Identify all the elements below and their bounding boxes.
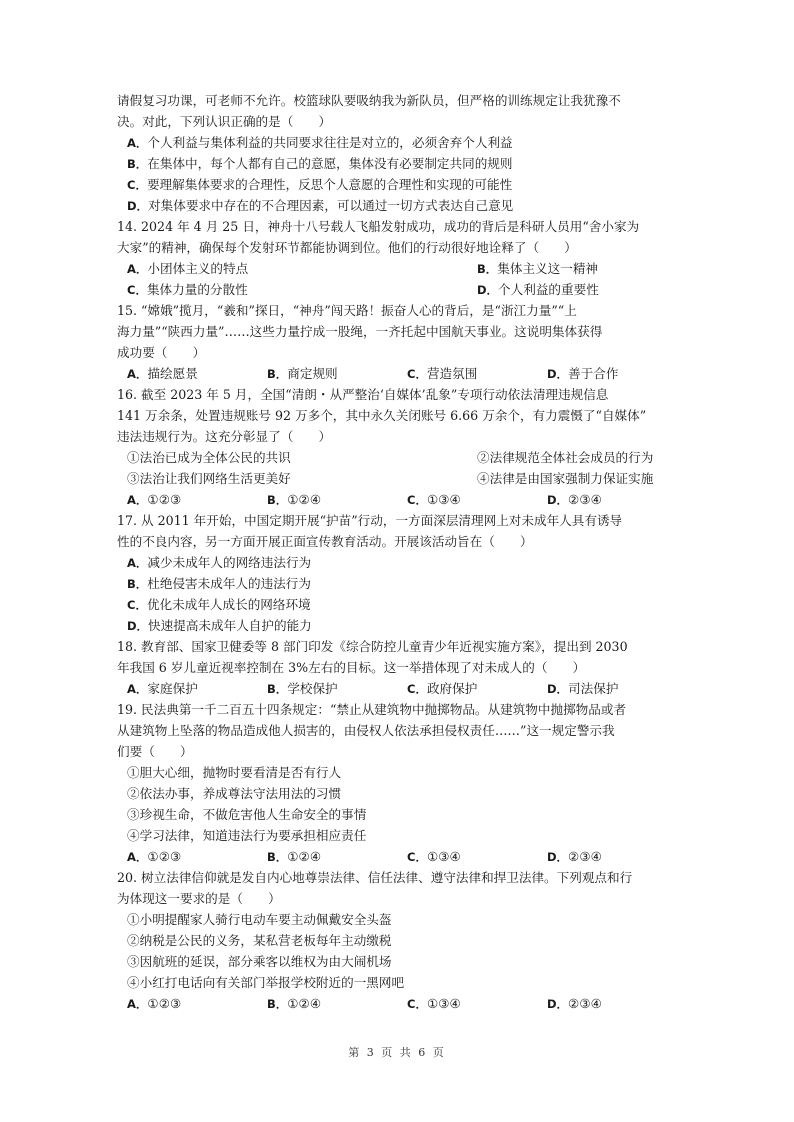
option-label: D． xyxy=(547,997,569,1011)
option-label: D． xyxy=(547,367,569,381)
question-13 xyxy=(117,90,677,216)
option-label: D． xyxy=(477,283,499,297)
options-row xyxy=(117,363,677,384)
option-text: 集体主义这一精神 xyxy=(497,261,599,276)
option-c xyxy=(117,174,677,195)
option-c xyxy=(407,363,547,384)
option-c xyxy=(117,594,677,615)
option-d xyxy=(547,489,602,510)
option-label: D． xyxy=(547,493,569,507)
question-stem-line: 18. 教育部、国家卫健委等 8 部门印发《综合防控儿童青少年近视实施方案》，提出到 2030 xyxy=(117,639,628,654)
option-text: ①②④ xyxy=(287,849,322,864)
option-text: ②③④ xyxy=(568,996,602,1011)
question-stem-line: 19. 民法典第一千二百五十四条规定：“禁止从建筑物中抛掷物品。从建筑物中抛掷物品或者 xyxy=(117,702,627,717)
option-d xyxy=(547,846,602,867)
option-c xyxy=(407,846,547,867)
option-text: ②③④ xyxy=(568,849,602,864)
option-label: B． xyxy=(127,157,148,171)
option-label: D． xyxy=(127,199,149,213)
option-label: B． xyxy=(127,577,148,591)
option-text: 政府保护 xyxy=(426,681,478,696)
question-stem-line: 海力量”“陕西力量”……这些力量拧成一股绳，一齐托起中国航天事业。这说明集体获得 xyxy=(117,324,603,339)
option-b xyxy=(117,153,677,174)
question-stem-line: 决。对此，下列认识正确的是（ ） xyxy=(117,114,332,129)
option-c xyxy=(407,489,547,510)
option-label: D． xyxy=(127,619,149,633)
option-label: B． xyxy=(267,850,288,864)
option-text: 优化未成年人成长的网络环境 xyxy=(146,597,311,612)
option-text: ①②④ xyxy=(287,996,322,1011)
option-c xyxy=(407,678,547,699)
question-stem-line: 15. “嫦娥”揽月，“羲和”探日，“神舟”闯天路！振奋人心的背后，是“浙江力量”“上 xyxy=(117,303,577,318)
option-a xyxy=(127,846,267,867)
statement-3: ③因航班的延误，部分乘客以维权为由大闹机场 xyxy=(127,954,392,969)
option-text: ①③④ xyxy=(426,492,461,507)
option-b xyxy=(477,258,598,279)
option-a xyxy=(117,132,677,153)
option-label: A． xyxy=(127,556,148,570)
option-label: C． xyxy=(407,997,427,1011)
statement-2: ②法律规范全体社会成员的行为 xyxy=(477,450,654,465)
options-row xyxy=(117,489,677,510)
statement-1: ①胆大心细，抛物时要看清是否有行人 xyxy=(127,765,342,780)
options-row xyxy=(117,993,677,1014)
question-18 xyxy=(117,636,677,699)
option-text: 减少未成年人的网络违法行为 xyxy=(147,555,312,570)
option-label: B． xyxy=(267,493,288,507)
option-label: C． xyxy=(127,283,147,297)
option-d xyxy=(117,195,677,216)
question-stem-line: 20. 树立法律信仰就是发自内心地尊崇法律、信任法律、遵守法律和捍卫法律。下列观点和行 xyxy=(117,870,633,885)
option-a xyxy=(127,489,267,510)
statement-1: ①法治已成为全体公民的共识 xyxy=(127,450,291,465)
option-label: C． xyxy=(407,850,427,864)
option-text: 在集体中，每个人都有自己的意愿，集体没有必要制定共同的规则 xyxy=(147,156,513,171)
statement-3: ③珍视生命，不做危害他人生命安全的事情 xyxy=(127,807,367,822)
question-17 xyxy=(117,510,677,636)
option-text: 杜绝侵害未成年人的违法行为 xyxy=(147,576,311,591)
statements-row xyxy=(117,447,677,468)
option-d xyxy=(547,993,602,1014)
option-label: A． xyxy=(127,367,148,381)
option-d xyxy=(547,363,618,384)
question-stem-line: 大家”的精神，确保每个发射环节都能协调到位。他们的行动很好地诠释了（ ） xyxy=(117,240,577,255)
option-label: C． xyxy=(407,493,427,507)
question-stem-line: 141 万余条，处置违规账号 92 万多个，其中永久关闭账号 6.66 万余个，有力震慑了“自媒体” xyxy=(117,408,647,423)
options-row xyxy=(117,846,677,867)
option-text: 家庭保护 xyxy=(147,681,198,696)
statement-4: ④小红打电话向有关部门举报学校附近的一黑网吧 xyxy=(127,975,405,990)
question-stem-line: 们要（ ） xyxy=(117,744,193,759)
option-text: ①②③ xyxy=(147,849,182,864)
option-text: 善于合作 xyxy=(568,366,619,381)
option-text: ①③④ xyxy=(426,996,461,1011)
option-b xyxy=(267,846,407,867)
option-text: ①②③ xyxy=(147,492,182,507)
statement-3: ③法治让我们网络生活更美好 xyxy=(127,471,291,486)
option-label: A． xyxy=(127,262,148,276)
option-text: 对集体要求中存在的不合理因素，可以通过一切方式表达自己意见 xyxy=(148,198,514,213)
option-text: ①②③ xyxy=(147,996,182,1011)
statement-2: ②依法办事，养成尊法守法用法的习惯 xyxy=(127,786,342,801)
option-text: 商定规则 xyxy=(287,366,338,381)
page-footer: 第 3 页 共 6 页 xyxy=(348,1046,446,1059)
options-row xyxy=(117,258,677,279)
option-b xyxy=(117,573,677,594)
question-stem-line: 14. 2024 年 4 月 25 日，神舟十八号载人飞船发射成功，成功的背后是科研人员用“舍小家为 xyxy=(117,219,640,234)
question-stem-line: 17. 从 2011 年开始，中国定期开展“护苗”行动，一方面深层清理网上对未成年人具有诱导 xyxy=(117,513,623,528)
option-text: 要理解集体要求的合理性，反思个人意愿的合理性和实现的可能性 xyxy=(146,177,513,192)
question-stem-line: 为体现这一要求的是（ ） xyxy=(117,891,281,906)
option-text: 学校保护 xyxy=(287,681,338,696)
question-stem-line: 违法违规行为。这充分彰显了（ ） xyxy=(117,429,332,444)
option-label: B． xyxy=(267,997,288,1011)
option-label: A． xyxy=(127,997,148,1011)
option-a xyxy=(117,552,677,573)
option-label: B． xyxy=(267,682,288,696)
option-label: A． xyxy=(127,493,148,507)
options-row xyxy=(117,279,677,300)
question-14 xyxy=(117,216,677,300)
option-label: B． xyxy=(477,262,498,276)
question-16 xyxy=(117,384,677,510)
option-text: 营造氛围 xyxy=(426,366,478,381)
option-d xyxy=(477,279,599,300)
option-a xyxy=(127,993,267,1014)
question-19 xyxy=(117,699,677,867)
option-b xyxy=(267,363,407,384)
question-stem-line: 16. 截至 2023 年 5 月，全国“清朗・从严整治‘自媒体’乱象”专项行动依法清理违规信息 xyxy=(117,387,609,402)
question-stem-line: 年我国 6 岁儿童近视率控制在 3%左右的目标。这一举措体现了对未成人的（ ） xyxy=(117,660,586,675)
statement-4: ④学习法律，知道违法行为要承担相应责任 xyxy=(127,828,367,843)
statement-4: ④法律是由国家强制力保证实施 xyxy=(477,471,654,486)
options-row xyxy=(117,678,677,699)
question-15 xyxy=(117,300,677,384)
option-text: ②③④ xyxy=(568,492,602,507)
option-b xyxy=(267,678,407,699)
option-text: 个人利益与集体利益的共同要求往往是对立的，必须舍弃个人利益 xyxy=(147,135,513,150)
option-label: A． xyxy=(127,850,148,864)
option-a xyxy=(127,258,477,279)
option-a xyxy=(127,678,267,699)
question-stem-line: 从建筑物上坠落的物品造成他人损害的，由侵权人依法承担侵权责任……”这一规定警示我 xyxy=(117,723,615,738)
option-text: 个人利益的重要性 xyxy=(498,282,599,297)
option-text: ①②④ xyxy=(287,492,322,507)
option-d xyxy=(547,678,618,699)
option-label: A． xyxy=(127,682,148,696)
option-d xyxy=(117,615,677,636)
exam-content xyxy=(117,90,677,1014)
question-stem-line: 成功要（ ） xyxy=(117,345,206,360)
option-b xyxy=(267,993,407,1014)
option-label: C． xyxy=(407,682,427,696)
statement-1: ①小明提醒家人骑行电动车要主动佩戴安全头盔 xyxy=(127,912,392,927)
option-label: C． xyxy=(127,178,147,192)
option-label: D． xyxy=(547,850,569,864)
question-stem-line: 性的不良内容，另一方面开展正面宣传教育活动。开展该活动旨在（ ） xyxy=(117,534,533,549)
option-b xyxy=(267,489,407,510)
question-20 xyxy=(117,867,677,1014)
question-stem-line: 请假复习功课，可老师不允许。校篮球队要吸纳我为新队员，但严格的训练规定让我犹豫不 xyxy=(117,93,621,108)
option-a xyxy=(127,363,267,384)
option-label: D． xyxy=(547,682,569,696)
option-label: A． xyxy=(127,136,148,150)
option-text: 司法保护 xyxy=(568,681,619,696)
option-text: 集体力量的分散性 xyxy=(146,282,248,297)
statement-2: ②纳税是公民的义务，某私营老板每年主动缴税 xyxy=(127,933,392,948)
option-text: 描绘愿景 xyxy=(147,366,198,381)
statements-row xyxy=(117,468,677,489)
option-c xyxy=(407,993,547,1014)
option-text: ①③④ xyxy=(426,849,461,864)
option-c xyxy=(127,279,477,300)
option-label: B． xyxy=(267,367,288,381)
option-label: C． xyxy=(127,598,147,612)
option-text: 小团体主义的特点 xyxy=(147,261,249,276)
option-label: C． xyxy=(407,367,427,381)
option-text: 快速提高未成年人自护的能力 xyxy=(148,618,312,633)
